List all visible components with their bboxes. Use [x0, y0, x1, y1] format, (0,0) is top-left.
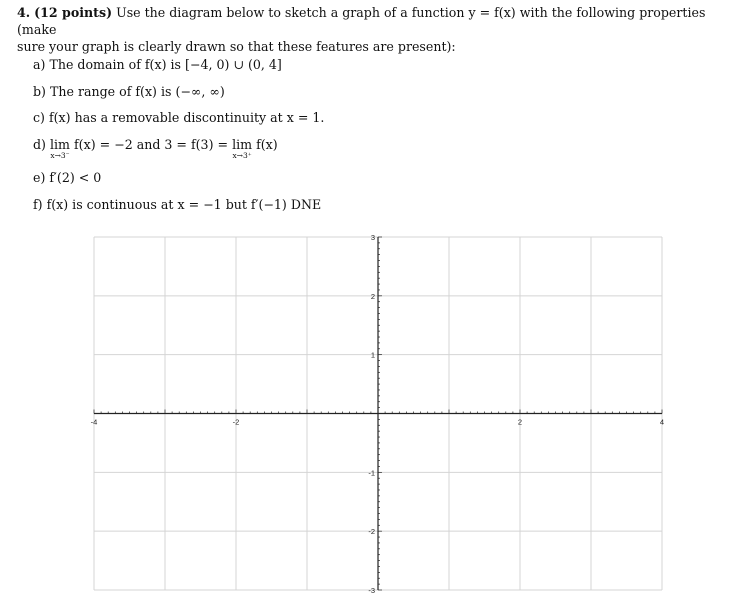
- y-tick-label: -3: [368, 586, 375, 595]
- x-tick-label: 4: [659, 417, 665, 427]
- item-label: e): [33, 170, 46, 185]
- item-label: d): [33, 137, 46, 152]
- item-label: a): [33, 57, 46, 72]
- item-text: f(x): [256, 137, 278, 152]
- item-label: f): [33, 197, 43, 212]
- lim-word: lim: [50, 137, 70, 152]
- x-tick-label: 2: [517, 417, 523, 427]
- y-tick-label: 3: [370, 233, 375, 242]
- item-text: f′(2) < 0: [49, 170, 102, 185]
- y-tick-label: 2: [370, 291, 375, 301]
- y-tick-label: -2: [368, 527, 375, 537]
- question-text-line2: sure your graph is clearly drawn so that these features are present):: [17, 39, 456, 54]
- question-number: 4.: [17, 5, 31, 20]
- y-tick-label: -1: [368, 468, 375, 478]
- item-text: f(x) = −2 and 3 = f(3) =: [74, 137, 229, 152]
- x-tick-label: -2: [232, 417, 240, 427]
- x-tick-label: -4: [90, 417, 98, 427]
- item-text: The range of f(x) is (−∞, ∞): [50, 84, 225, 99]
- question-text-line1: Use the diagram below to sketch a graph of a function y = f(x) with the following properties (make: [17, 5, 706, 37]
- y-tick-label: 1: [370, 350, 375, 360]
- item-text: f(x) has a removable discontinuity at x = 1.: [48, 110, 325, 125]
- item-text: f(x) is continuous at x = −1 but f′(−1) DNE: [46, 197, 322, 212]
- question-points: (12 points): [34, 5, 113, 20]
- item-text: The domain of f(x) is [−4, 0) ∪ (0, 4]: [49, 57, 282, 72]
- lim-subscript: x→3⁺: [232, 151, 252, 160]
- lim-subscript: x→3⁻: [50, 151, 70, 160]
- item-label: c): [33, 110, 45, 125]
- item-label: b): [33, 84, 46, 99]
- lim-word: lim: [232, 137, 253, 152]
